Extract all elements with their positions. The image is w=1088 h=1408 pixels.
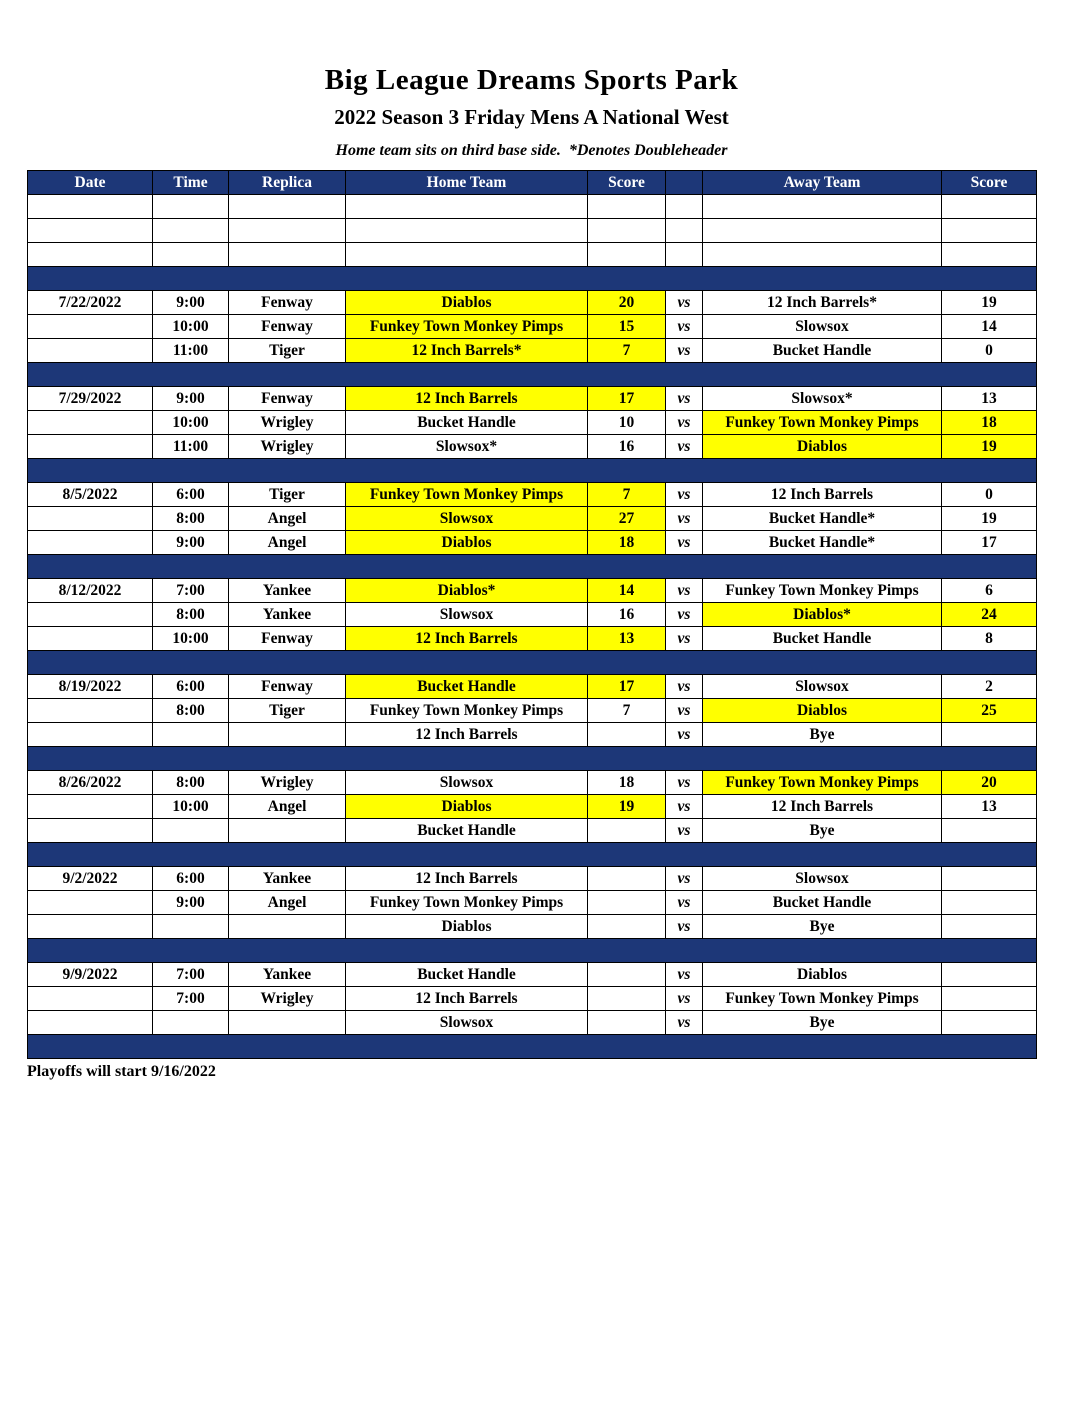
cell-away_score: 20 bbox=[942, 771, 1037, 795]
game-row bbox=[28, 699, 1037, 723]
cell-home_score: 20 bbox=[588, 291, 666, 315]
cell-replica bbox=[229, 1011, 346, 1035]
schedule-table bbox=[27, 170, 1037, 1059]
cell-date bbox=[28, 987, 153, 1011]
cell-home bbox=[346, 195, 588, 219]
cell-replica: Fenway bbox=[229, 387, 346, 411]
separator-row bbox=[28, 939, 1037, 963]
cell-home_score bbox=[588, 819, 666, 843]
cell-vs: vs bbox=[666, 1011, 703, 1035]
cell-home_score bbox=[588, 963, 666, 987]
cell-home: Diablos* bbox=[346, 579, 588, 603]
cell-replica: Wrigley bbox=[229, 771, 346, 795]
game-row bbox=[28, 315, 1037, 339]
cell-vs: vs bbox=[666, 339, 703, 363]
cell-time: 8:00 bbox=[153, 699, 229, 723]
cell-away: Funkey Town Monkey Pimps bbox=[703, 579, 942, 603]
cell-away_score: 24 bbox=[942, 603, 1037, 627]
game-row bbox=[28, 627, 1037, 651]
cell-away_score: 0 bbox=[942, 339, 1037, 363]
cell-home: 12 Inch Barrels bbox=[346, 867, 588, 891]
separator-cell bbox=[28, 1035, 1037, 1059]
cell-away_score: 2 bbox=[942, 675, 1037, 699]
cell-away bbox=[703, 195, 942, 219]
cell-away: Funkey Town Monkey Pimps bbox=[703, 771, 942, 795]
cell-away_score: 19 bbox=[942, 291, 1037, 315]
cell-vs: vs bbox=[666, 723, 703, 747]
cell-home_score: 7 bbox=[588, 483, 666, 507]
cell-vs bbox=[666, 195, 703, 219]
cell-date: 9/2/2022 bbox=[28, 867, 153, 891]
cell-away: Bucket Handle* bbox=[703, 531, 942, 555]
cell-home: 12 Inch Barrels bbox=[346, 987, 588, 1011]
cell-home_score bbox=[588, 891, 666, 915]
cell-date bbox=[28, 627, 153, 651]
cell-home_score bbox=[588, 867, 666, 891]
column-header-date: Date bbox=[28, 171, 153, 195]
cell-time bbox=[153, 915, 229, 939]
column-header-time: Time bbox=[153, 171, 229, 195]
cell-away: 12 Inch Barrels bbox=[703, 483, 942, 507]
cell-vs: vs bbox=[666, 627, 703, 651]
cell-time bbox=[153, 1011, 229, 1035]
cell-replica bbox=[229, 195, 346, 219]
blank-row bbox=[28, 219, 1037, 243]
cell-date bbox=[28, 795, 153, 819]
cell-replica bbox=[229, 219, 346, 243]
cell-away: Bucket Handle bbox=[703, 891, 942, 915]
cell-date bbox=[28, 915, 153, 939]
cell-vs bbox=[666, 243, 703, 267]
cell-replica bbox=[229, 915, 346, 939]
cell-away_score: 25 bbox=[942, 699, 1037, 723]
cell-time: 10:00 bbox=[153, 627, 229, 651]
separator-row bbox=[28, 267, 1037, 291]
cell-replica: Angel bbox=[229, 795, 346, 819]
cell-replica: Angel bbox=[229, 531, 346, 555]
cell-time: 11:00 bbox=[153, 435, 229, 459]
cell-away_score: 17 bbox=[942, 531, 1037, 555]
cell-date bbox=[28, 1011, 153, 1035]
separator-row bbox=[28, 555, 1037, 579]
cell-time: 7:00 bbox=[153, 987, 229, 1011]
cell-vs: vs bbox=[666, 411, 703, 435]
game-row bbox=[28, 771, 1037, 795]
cell-away_score: 13 bbox=[942, 795, 1037, 819]
cell-time: 6:00 bbox=[153, 675, 229, 699]
cell-replica: Fenway bbox=[229, 291, 346, 315]
cell-vs: vs bbox=[666, 675, 703, 699]
cell-date bbox=[28, 507, 153, 531]
playoffs-note: Playoffs will start 9/16/2022 bbox=[27, 1063, 216, 1080]
cell-time bbox=[153, 243, 229, 267]
cell-home: Slowsox bbox=[346, 771, 588, 795]
cell-away: Slowsox bbox=[703, 867, 942, 891]
cell-home: 12 Inch Barrels bbox=[346, 627, 588, 651]
cell-home: Slowsox bbox=[346, 603, 588, 627]
cell-home_score: 7 bbox=[588, 339, 666, 363]
table-header-row bbox=[28, 171, 1037, 195]
cell-time: 9:00 bbox=[153, 531, 229, 555]
blank-row bbox=[28, 243, 1037, 267]
game-row bbox=[28, 483, 1037, 507]
cell-away: Funkey Town Monkey Pimps bbox=[703, 411, 942, 435]
cell-home bbox=[346, 243, 588, 267]
cell-home_score bbox=[588, 1011, 666, 1035]
cell-time: 6:00 bbox=[153, 867, 229, 891]
cell-date bbox=[28, 891, 153, 915]
cell-time: 8:00 bbox=[153, 771, 229, 795]
cell-home_score bbox=[588, 243, 666, 267]
game-row bbox=[28, 387, 1037, 411]
cell-replica: Fenway bbox=[229, 675, 346, 699]
cell-time: 8:00 bbox=[153, 603, 229, 627]
game-row bbox=[28, 987, 1037, 1011]
cell-date bbox=[28, 603, 153, 627]
cell-vs: vs bbox=[666, 771, 703, 795]
cell-time: 7:00 bbox=[153, 963, 229, 987]
cell-replica: Yankee bbox=[229, 963, 346, 987]
cell-replica bbox=[229, 243, 346, 267]
cell-away_score: 0 bbox=[942, 483, 1037, 507]
cell-vs: vs bbox=[666, 531, 703, 555]
cell-home: Slowsox bbox=[346, 507, 588, 531]
separator-cell bbox=[28, 651, 1037, 675]
cell-replica bbox=[229, 723, 346, 747]
cell-home: Funkey Town Monkey Pimps bbox=[346, 315, 588, 339]
cell-replica: Tiger bbox=[229, 483, 346, 507]
game-row bbox=[28, 819, 1037, 843]
cell-away: Bye bbox=[703, 819, 942, 843]
cell-home: Bucket Handle bbox=[346, 819, 588, 843]
game-row bbox=[28, 507, 1037, 531]
cell-vs: vs bbox=[666, 963, 703, 987]
cell-home_score bbox=[588, 987, 666, 1011]
cell-home_score: 18 bbox=[588, 771, 666, 795]
cell-date: 8/19/2022 bbox=[28, 675, 153, 699]
cell-home_score bbox=[588, 915, 666, 939]
game-row bbox=[28, 891, 1037, 915]
cell-replica: Yankee bbox=[229, 867, 346, 891]
game-row bbox=[28, 867, 1037, 891]
cell-away_score bbox=[942, 219, 1037, 243]
cell-date bbox=[28, 411, 153, 435]
cell-home_score: 17 bbox=[588, 675, 666, 699]
schedule-note: Home team sits on third base side. *Denotes Doubleheader bbox=[335, 142, 728, 159]
cell-vs: vs bbox=[666, 291, 703, 315]
separator-row bbox=[28, 843, 1037, 867]
cell-home: 12 Inch Barrels bbox=[346, 723, 588, 747]
game-row bbox=[28, 291, 1037, 315]
cell-time bbox=[153, 819, 229, 843]
cell-time: 6:00 bbox=[153, 483, 229, 507]
cell-vs: vs bbox=[666, 603, 703, 627]
cell-home: Funkey Town Monkey Pimps bbox=[346, 891, 588, 915]
cell-away_score bbox=[942, 243, 1037, 267]
cell-replica: Angel bbox=[229, 507, 346, 531]
separator-cell bbox=[28, 267, 1037, 291]
cell-home: 12 Inch Barrels* bbox=[346, 339, 588, 363]
cell-home_score: 14 bbox=[588, 579, 666, 603]
cell-vs: vs bbox=[666, 891, 703, 915]
cell-vs: vs bbox=[666, 579, 703, 603]
title-block bbox=[27, 64, 1036, 160]
page-subtitle: 2022 Season 3 Friday Mens A National West bbox=[334, 105, 729, 129]
game-row bbox=[28, 411, 1037, 435]
cell-vs: vs bbox=[666, 819, 703, 843]
separator-row bbox=[28, 459, 1037, 483]
cell-away: Slowsox bbox=[703, 675, 942, 699]
separator-cell bbox=[28, 843, 1037, 867]
cell-replica bbox=[229, 819, 346, 843]
column-header-vs bbox=[666, 171, 703, 195]
cell-home_score: 13 bbox=[588, 627, 666, 651]
cell-time: 10:00 bbox=[153, 795, 229, 819]
column-header-replica: Replica bbox=[229, 171, 346, 195]
cell-vs: vs bbox=[666, 483, 703, 507]
game-row bbox=[28, 579, 1037, 603]
separator-cell bbox=[28, 555, 1037, 579]
cell-home: Slowsox bbox=[346, 1011, 588, 1035]
cell-replica: Yankee bbox=[229, 579, 346, 603]
cell-away: 12 Inch Barrels bbox=[703, 795, 942, 819]
cell-away: 12 Inch Barrels* bbox=[703, 291, 942, 315]
cell-away bbox=[703, 219, 942, 243]
cell-date: 7/29/2022 bbox=[28, 387, 153, 411]
cell-replica: Yankee bbox=[229, 603, 346, 627]
cell-date bbox=[28, 819, 153, 843]
cell-replica: Fenway bbox=[229, 627, 346, 651]
cell-home_score bbox=[588, 219, 666, 243]
cell-away_score bbox=[942, 723, 1037, 747]
cell-away_score: 6 bbox=[942, 579, 1037, 603]
cell-replica: Wrigley bbox=[229, 987, 346, 1011]
cell-date bbox=[28, 531, 153, 555]
cell-date: 9/9/2022 bbox=[28, 963, 153, 987]
game-row bbox=[28, 531, 1037, 555]
game-row bbox=[28, 1011, 1037, 1035]
cell-vs: vs bbox=[666, 315, 703, 339]
cell-home_score: 17 bbox=[588, 387, 666, 411]
cell-replica: Tiger bbox=[229, 339, 346, 363]
cell-away_score: 19 bbox=[942, 435, 1037, 459]
separator-cell bbox=[28, 747, 1037, 771]
cell-time: 9:00 bbox=[153, 891, 229, 915]
cell-vs: vs bbox=[666, 915, 703, 939]
cell-vs: vs bbox=[666, 507, 703, 531]
cell-away_score bbox=[942, 891, 1037, 915]
cell-away: Bucket Handle bbox=[703, 339, 942, 363]
separator-row bbox=[28, 363, 1037, 387]
separator-cell bbox=[28, 459, 1037, 483]
cell-away_score bbox=[942, 867, 1037, 891]
cell-vs: vs bbox=[666, 387, 703, 411]
cell-away: Bye bbox=[703, 723, 942, 747]
cell-time: 10:00 bbox=[153, 315, 229, 339]
separator-cell bbox=[28, 939, 1037, 963]
cell-home: Slowsox* bbox=[346, 435, 588, 459]
cell-home: Funkey Town Monkey Pimps bbox=[346, 699, 588, 723]
cell-away: Diablos bbox=[703, 699, 942, 723]
game-row bbox=[28, 435, 1037, 459]
cell-away: Slowsox bbox=[703, 315, 942, 339]
column-header-home: Home Team bbox=[346, 171, 588, 195]
cell-time bbox=[153, 219, 229, 243]
cell-away_score: 19 bbox=[942, 507, 1037, 531]
cell-home_score: 16 bbox=[588, 435, 666, 459]
cell-away_score bbox=[942, 195, 1037, 219]
blank-row bbox=[28, 195, 1037, 219]
cell-date bbox=[28, 435, 153, 459]
game-row bbox=[28, 339, 1037, 363]
cell-date bbox=[28, 315, 153, 339]
column-header-away: Away Team bbox=[703, 171, 942, 195]
cell-home: Diablos bbox=[346, 795, 588, 819]
cell-away: Diablos* bbox=[703, 603, 942, 627]
cell-away: Diablos bbox=[703, 963, 942, 987]
cell-replica: Wrigley bbox=[229, 411, 346, 435]
game-row bbox=[28, 723, 1037, 747]
cell-home_score: 7 bbox=[588, 699, 666, 723]
cell-date bbox=[28, 699, 153, 723]
cell-replica: Angel bbox=[229, 891, 346, 915]
cell-home: Bucket Handle bbox=[346, 675, 588, 699]
cell-replica: Tiger bbox=[229, 699, 346, 723]
cell-time bbox=[153, 195, 229, 219]
separator-row bbox=[28, 651, 1037, 675]
cell-home: 12 Inch Barrels bbox=[346, 387, 588, 411]
cell-vs: vs bbox=[666, 435, 703, 459]
cell-date: 8/26/2022 bbox=[28, 771, 153, 795]
cell-away_score: 14 bbox=[942, 315, 1037, 339]
cell-away_score bbox=[942, 915, 1037, 939]
game-row bbox=[28, 963, 1037, 987]
cell-date bbox=[28, 243, 153, 267]
cell-time: 9:00 bbox=[153, 387, 229, 411]
cell-vs: vs bbox=[666, 699, 703, 723]
cell-home_score: 18 bbox=[588, 531, 666, 555]
cell-time: 7:00 bbox=[153, 579, 229, 603]
game-row bbox=[28, 675, 1037, 699]
cell-away: Bucket Handle* bbox=[703, 507, 942, 531]
cell-away_score: 13 bbox=[942, 387, 1037, 411]
cell-date bbox=[28, 339, 153, 363]
column-header-home_score: Score bbox=[588, 171, 666, 195]
cell-home_score: 15 bbox=[588, 315, 666, 339]
cell-home: Bucket Handle bbox=[346, 411, 588, 435]
cell-time: 9:00 bbox=[153, 291, 229, 315]
cell-vs: vs bbox=[666, 867, 703, 891]
cell-vs: vs bbox=[666, 795, 703, 819]
cell-time: 10:00 bbox=[153, 411, 229, 435]
column-header-away_score: Score bbox=[942, 171, 1037, 195]
cell-home: Bucket Handle bbox=[346, 963, 588, 987]
separator-cell bbox=[28, 363, 1037, 387]
cell-away: Bye bbox=[703, 915, 942, 939]
cell-replica: Wrigley bbox=[229, 435, 346, 459]
cell-away_score bbox=[942, 963, 1037, 987]
cell-home: Diablos bbox=[346, 291, 588, 315]
cell-date: 8/5/2022 bbox=[28, 483, 153, 507]
cell-home bbox=[346, 219, 588, 243]
cell-time: 8:00 bbox=[153, 507, 229, 531]
separator-row bbox=[28, 1035, 1037, 1059]
game-row bbox=[28, 915, 1037, 939]
cell-vs bbox=[666, 219, 703, 243]
cell-home: Diablos bbox=[346, 915, 588, 939]
game-row bbox=[28, 603, 1037, 627]
cell-away_score bbox=[942, 987, 1037, 1011]
cell-home_score: 16 bbox=[588, 603, 666, 627]
cell-replica: Fenway bbox=[229, 315, 346, 339]
cell-date bbox=[28, 195, 153, 219]
cell-vs: vs bbox=[666, 987, 703, 1011]
cell-away bbox=[703, 243, 942, 267]
cell-away_score bbox=[942, 1011, 1037, 1035]
cell-away: Funkey Town Monkey Pimps bbox=[703, 987, 942, 1011]
cell-time bbox=[153, 723, 229, 747]
cell-home: Funkey Town Monkey Pimps bbox=[346, 483, 588, 507]
cell-time: 11:00 bbox=[153, 339, 229, 363]
cell-date bbox=[28, 723, 153, 747]
cell-away_score bbox=[942, 819, 1037, 843]
cell-away: Diablos bbox=[703, 435, 942, 459]
cell-home_score: 27 bbox=[588, 507, 666, 531]
cell-away_score: 18 bbox=[942, 411, 1037, 435]
cell-home_score bbox=[588, 723, 666, 747]
cell-away: Bucket Handle bbox=[703, 627, 942, 651]
cell-home_score bbox=[588, 195, 666, 219]
cell-date: 8/12/2022 bbox=[28, 579, 153, 603]
cell-date bbox=[28, 219, 153, 243]
cell-home_score: 10 bbox=[588, 411, 666, 435]
page-title: Big League Dreams Sports Park bbox=[324, 64, 739, 96]
cell-home: Diablos bbox=[346, 531, 588, 555]
game-row bbox=[28, 795, 1037, 819]
cell-away: Slowsox* bbox=[703, 387, 942, 411]
cell-away: Bye bbox=[703, 1011, 942, 1035]
cell-away_score: 8 bbox=[942, 627, 1037, 651]
separator-row bbox=[28, 747, 1037, 771]
cell-home_score: 19 bbox=[588, 795, 666, 819]
cell-date: 7/22/2022 bbox=[28, 291, 153, 315]
